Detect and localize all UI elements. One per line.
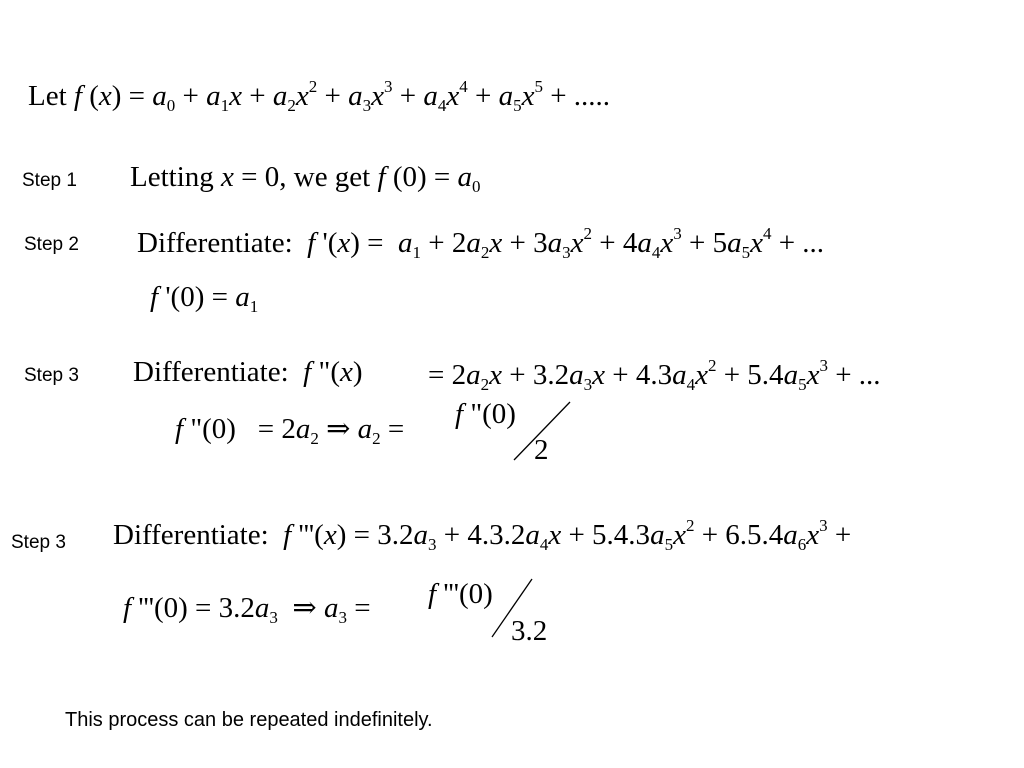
step-4-fraction-denominator: 3.2 <box>511 615 548 647</box>
step-4-fraction-numerator: f '''(0) <box>428 578 493 610</box>
step-3-fraction-denominator: 2 <box>534 434 549 466</box>
step-3-evaluation: f "$(0) = 2a_2$ ⇒ $a_2$ = <box>175 413 405 448</box>
step-3-derivative-rhs: = $2a_2x + 3.2a_3x + 4.3a_4x^2 + 5.4a_5x^3$ + ... <box>428 356 881 394</box>
step-4-derivative: Differentiate: f '''$(x) = 3.2a_3 + 4.3.2a_4x + 5.4.3a_5x^2 + 6.5.4a_6x^3$ + <box>113 516 852 554</box>
step-2-derivative: Differentiate: f '$(x) = a_1 + 2a_2x + 3a_3x^2 + 4a_4x^3 + 5a_5x^4$ + ... <box>137 224 825 262</box>
step-4-label: Step 3 <box>11 532 66 553</box>
series-definition: Let f $(x) = a_0 + a_1x + a_2x^2 + a_3x^3 + a_4x^4 + a_5x^5$ + ..... <box>28 77 611 115</box>
step-3-derivative-lhs: Differentiate: f "(x) <box>133 356 363 388</box>
step-4-evaluation: f '''$(0) = 3.2a_3$ ⇒ $a_3$ = <box>123 592 371 627</box>
step-1-equation: Letting x = 0, we get f $(0) = a_0$ <box>130 161 481 196</box>
step-2-label: Step 2 <box>24 234 79 255</box>
step-3-fraction-numerator: f "(0) <box>455 398 516 430</box>
step-3-label: Step 3 <box>24 365 79 386</box>
step-2-evaluation: f '$(0) = a_1$ <box>150 281 259 316</box>
closing-note: This process can be repeated indefinitely. <box>65 709 433 731</box>
step-1-label: Step 1 <box>22 170 77 191</box>
